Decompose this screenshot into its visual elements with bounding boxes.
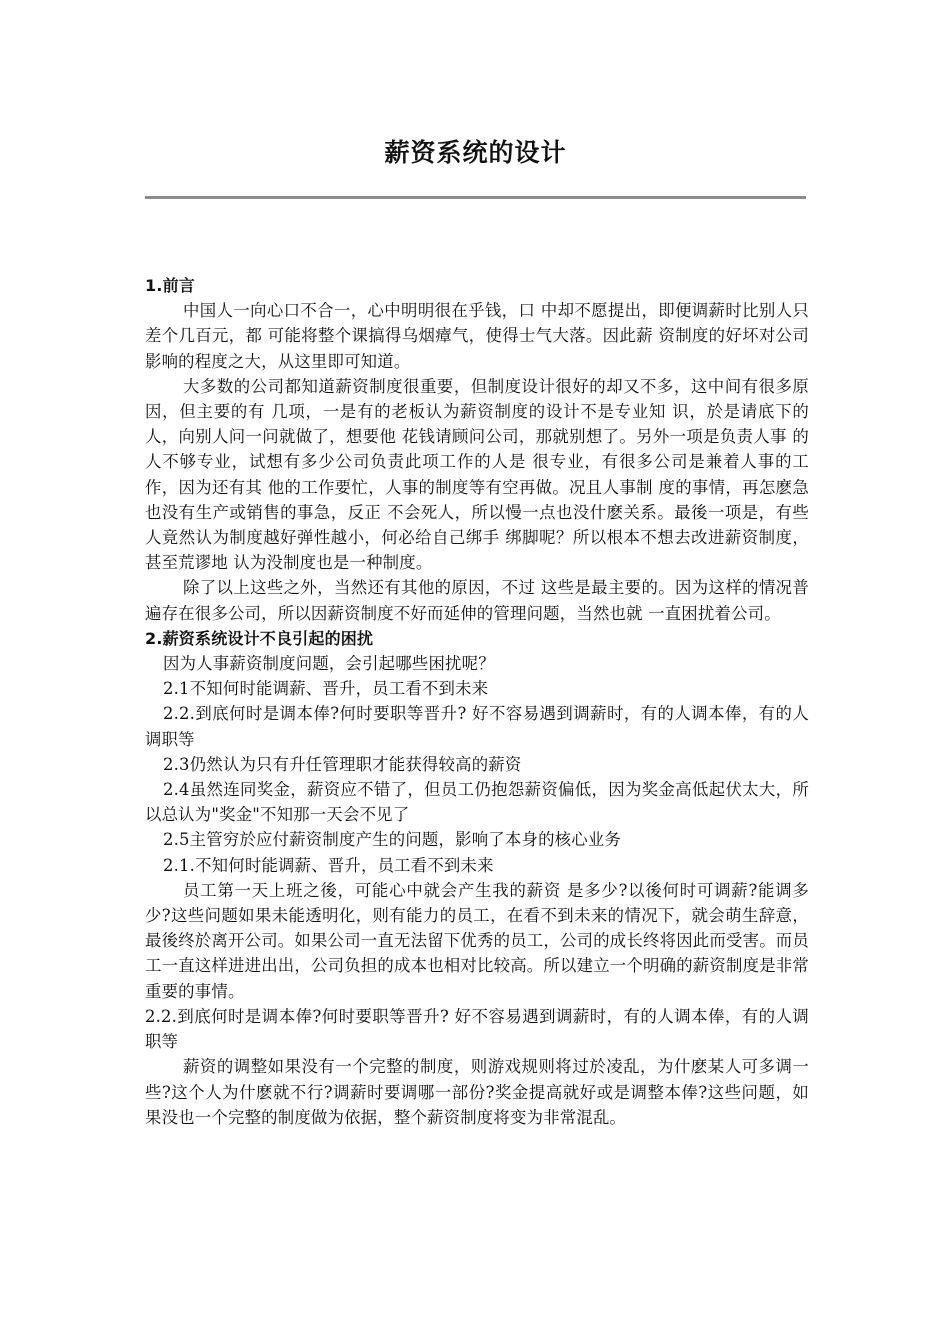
list-item: 2.3仍然认为只有升任管理职才能获得较高的薪资 xyxy=(163,754,522,774)
paragraph: 中国人一向心口不合一，心中明明很在乎钱，口 中却不愿提出，即便调薪时比别人只差个几百元，都 可能将整个课搞得乌烟瘴气，使得士气大落。因此薪 资制度的好坏对公司影响的程度之大，从这里即可知道。 xyxy=(145,301,809,371)
paragraph: 薪资的调整如果没有一个完整的制度，则游戏规则将过於凌乱，为什麽某人可多调一些?这个人为什麽就不行?调薪时要调哪一部份?奖金提高就好或是调整本俸?这些问题，如果没也一个完整的制度做为依据，整个薪资制度将变为非常混乱。 xyxy=(145,1057,809,1127)
title-divider xyxy=(145,196,806,199)
list-item: 2.1不知何时能调薪、晋升，员工看不到未来 xyxy=(163,679,489,699)
list-item: 2.5主管穷於应付薪资制度产生的问题，影响了本身的核心业务 xyxy=(163,830,622,850)
list-item: 2.2.到底何时是调本俸?何时要职等晋升? 好不容易遇到调薪时，有的人调本俸，有的人调职等 xyxy=(145,704,809,749)
page-title: 薪资系统的设计 xyxy=(384,138,567,167)
paragraph: 大多数的公司都知道薪资制度很重要，但制度设计很好的却又不多，这中间有很多原因，但主要的有 几项，一是有的老板认为薪资制度的设计不是专业知 识，於是请底下的人，向别人问一问就做了，想要他 花钱请顾问公司，那就别想了。另外一项是负责人事 的人不够专业，试想有多少公司负责此项工作的人是 很专业，有很多公司是兼着人事的工作，因为还有其 他的工作要忙，人事的制度等有空再做。况且人事制 度的事情，再怎麽急也没有生产或销售的事急，反正 不会死人，所以慢一点也没什麽关系。最後一项是，有些人竟然认为制度越好弹性越小，何必给自己绑手 绑脚呢？所以根本不想去改进薪资制度，甚至荒谬地 认为没制度也是一种制度。 xyxy=(145,376,809,573)
section-heading-1: 1.前言 xyxy=(145,276,196,295)
subsection-heading: 2.1.不知何时能调薪、晋升，员工看不到未来 xyxy=(163,855,494,875)
paragraph: 因为人事薪资制度问题，会引起哪些困扰呢？ xyxy=(163,654,495,674)
subsection-heading: 2.2.到底何时是调本俸?何时要职等晋升? 好不容易遇到调薪时，有的人调本俸，有的人调职等 xyxy=(145,1006,809,1052)
section-heading-2: 2.薪资系统设计不良引起的困扰 xyxy=(145,628,374,648)
document-body xyxy=(145,273,809,1130)
list-item: 2.4虽然连同奖金，薪资应不错了，但员工仍抱怨薪资偏低，因为奖金高低起伏太大，所以总认为"奖金"不知那一天会不见了 xyxy=(145,780,809,825)
paragraph: 除了以上这些之外，当然还有其他的原因，不过 这些是最主要的。因为这样的情况普遍存在很多公司，所以因薪资制度不好而延伸的管理问题，当然也就 一直困扰着公司。 xyxy=(145,578,809,623)
paragraph: 员工第一天上班之後，可能心中就会产生我的薪资 是多少?以後何时可调薪?能调多少?这些问题如果未能透明化，则有能力的员工，在看不到未来的情况下，就会萌生辞意，最後终於离开公司。如果公司一直无法留下优秀的员工，公司的成长终将因此而受害。而员工一直这样进进出出，公司负担的成本也相对比较高。所以建立一个明确的薪资制度是非常重要的事情。 xyxy=(145,880,809,1001)
